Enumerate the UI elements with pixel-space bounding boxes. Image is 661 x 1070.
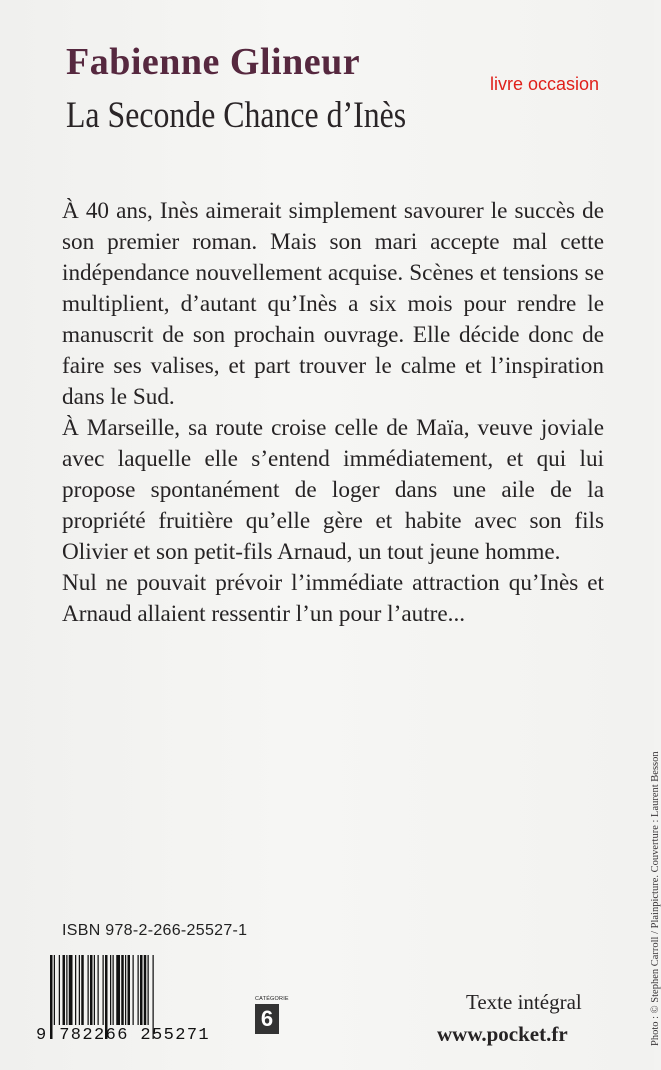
isbn: ISBN 978-2-266-25527-1 — [62, 922, 248, 939]
barcode-bar — [103, 955, 104, 1025]
barcode-bar — [121, 955, 124, 1025]
barcode-bar — [125, 955, 126, 1025]
barcode-bar — [54, 955, 55, 1025]
edition-note: Texte intégral — [466, 990, 582, 1014]
barcode-bar — [140, 955, 143, 1025]
barcode-bar — [63, 955, 66, 1025]
barcode-bar — [128, 955, 131, 1025]
barcode-bar — [88, 955, 89, 1025]
watermark-label: livre occasion — [490, 74, 600, 94]
barcode-bar — [94, 955, 95, 1025]
barcode-bar — [79, 955, 80, 1025]
barcode-bar — [133, 955, 134, 1025]
barcode-bar — [110, 955, 111, 1025]
barcode-bar — [98, 955, 99, 1025]
barcode-bar — [113, 955, 114, 1025]
barcode-bar — [116, 955, 120, 1025]
blurb-paragraph: À 40 ans, Inès aimerait simplement savourer le succès de son premier roman. Mais son mari accepte mal cette indépendance nouvellement acquise. Scènes et tensions se multiplient, d’autant qu’Inès a six mois pour rendre le manuscrit de son prochain ouvrage. Elle décide donc de faire ses valises, et part trouver le calme et l’inspiration dans le Sud. — [62, 198, 604, 410]
blurb-paragraph: À Marseille, sa route croise celle de Maïa, veuve joviale avec laquelle elle s’entend immédiatement, et qui lui propose spontanément de loger dans une aile de la propriété fruitière qu’elle gère et habite avec son fils Olivier et son petit-fils Arnaud, un tout jeune homme. — [62, 415, 604, 565]
barcode-bar — [81, 955, 84, 1025]
barcode-bar — [66, 955, 67, 1025]
barcode-bar — [144, 955, 147, 1025]
price-category — [255, 996, 289, 1034]
barcode-bar — [59, 955, 60, 1025]
barcode-bar — [69, 955, 73, 1025]
book-title: La Seconde Chance d’Inès — [66, 95, 407, 136]
publisher-website: www.pocket.fr — [437, 1022, 568, 1046]
category-label: CATÉGORIE — [255, 996, 289, 1002]
barcode-bar — [138, 955, 139, 1025]
barcode-bar — [75, 955, 76, 1025]
barcode-bar — [148, 955, 149, 1025]
blurb — [62, 196, 604, 630]
photo-credit: Photo : © Stephen Carroll / Plainpicture. Couverture : Laurent Besson — [650, 751, 661, 1046]
author-name: Fabienne Glineur — [66, 41, 361, 83]
barcode-digits: 9 782266 255271 — [36, 1026, 211, 1045]
category-value: 6 — [255, 1004, 279, 1034]
barcode-bar — [90, 955, 93, 1025]
blurb-paragraph: Nul ne pouvait prévoir l’immédiate attraction qu’Inès et Arnaud allaient ressentir l’un pour l’autre... — [62, 570, 604, 627]
